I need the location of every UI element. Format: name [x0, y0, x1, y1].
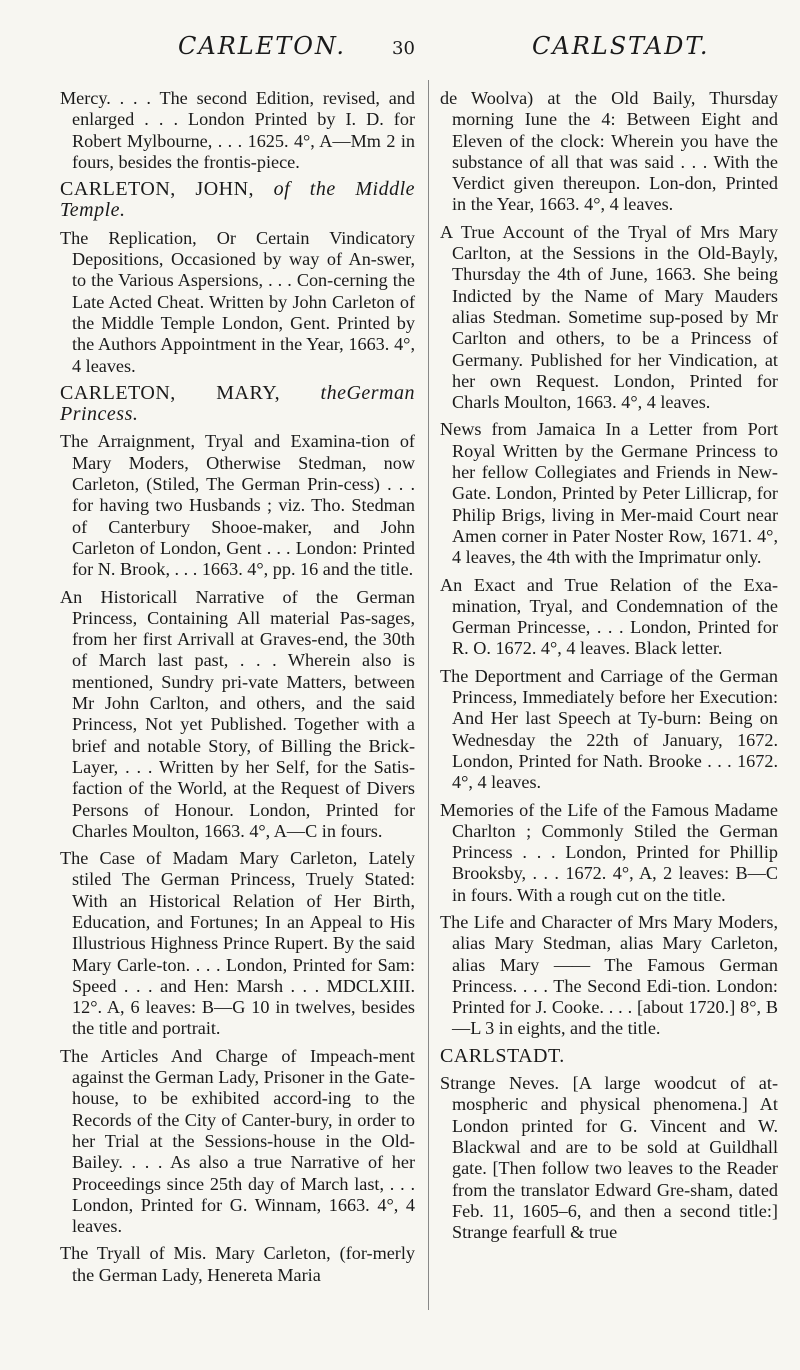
- heading-name: CARLETON, JOHN,: [60, 178, 255, 201]
- bibliography-entry: An Historicall Narrative of the German Princess, Containing All material Pas-sages, from her first Arrivall at Graves-end, the 30th of March last past, . . . Wherein also is mentioned, Sundry pri-vate Matters, between Mr John Carlton, and others, and the said Princess, Not yet Published. Together with a brief and notable Story, of Billing the Brick-Layer, . . . Written by her Self, for the Satis-faction of the World, at the Request of Divers Persons of Honour. London, Printed for Charles Moulton, 1663. 4°, A—C in fours.: [60, 586, 415, 841]
- heading-role: theGerman Princess.: [60, 381, 415, 426]
- bibliography-entry: An Exact and True Relation of the Exa-mination, Tryal, and Condemnation of the German Princesse, . . . London, Printed for R. O. 1672. 4°, 4 leaves. Black letter.: [440, 574, 778, 659]
- bibliography-entry: News from Jamaica In a Letter from Port Royal Written by the Germane Princess to her fellow Collegiates and Friends in New-Gate. London, Printed by Peter Lillicrap, for Philip Brigs, living in Mer-maid Court near Amen corner in Pater Noster Row, 1671. 4°, 4 leaves, the 4th with the Imprimatur only.: [440, 419, 778, 568]
- bibliography-entry: The Deportment and Carriage of the German Princess, Immediately before her Execution: And Her last Speech at Ty-burn: Being on Wednesday the 22th of January, 1672. London, Printed for Nath. Brooke . . . 1672. 4°, 4 leaves.: [440, 665, 778, 793]
- heading-name: CARLETON, MARY,: [60, 381, 281, 404]
- bibliography-entry: The Tryall of Mis. Mary Carleton, (for-merly the German Lady, Henereta Maria: [60, 1243, 415, 1285]
- bibliography-entry: Mercy. . . . The second Edition, revised, and enlarged . . . London Printed by I. D. for Robert Mylbourne, . . . 1625. 4°, A—Mm 2 in fours, besides the frontis-piece.: [60, 88, 415, 172]
- bibliography-entry: The Life and Character of Mrs Mary Moders, alias Mary Stedman, alias Mary Carleton, alias Mary —— The Famous German Princess. . . . The Second Edi-tion. London: Printed for J. Cooke. . . . [about 1720.] 8°, B—L 3 in eights, and the title.: [440, 911, 778, 1039]
- bibliography-heading: [60, 179, 415, 222]
- bibliography-entry: Strange Neves. [A large woodcut of at-mospheric and physical phenomena.] At London printed for G. Vincent and W. Blackwal and are to be sold at Guildhall gate. [Then follow two leaves to the Reader from the translator Edward Gre-sham, dated Feb. 11, 1605–6, and then a second title:] Strange fearfull & true: [440, 1073, 778, 1243]
- page-header: [0, 32, 800, 72]
- bibliography-entry: de Woolva) at the Old Baily, Thursday morning Iune the 4: Between Eight and Eleven of the clock: Wherein you have the substance of all that was said . . . With the Verdict given thereupon. Lon-don, Printed in the Year, 1663. 4°, 4 leaves.: [440, 88, 778, 215]
- bibliography-entry: The Replication, Or Certain Vindicatory Depositions, Occasioned by way of An-swer, to the Various Aspersions, . . . Con-cerning the Late Acted Cheat. Written by John Carleton of the Middle Temple London, Gent. Printed by the Authors Appointment in the Year, 1663. 4°, 4 leaves.: [60, 227, 415, 376]
- running-head-left: CARLETON.: [178, 32, 346, 60]
- running-head-right: CARLSTADT.: [532, 32, 710, 60]
- right-column: [440, 88, 778, 1249]
- bibliography-heading: [440, 1046, 778, 1067]
- heading-role: of the Middle Temple.: [60, 178, 415, 222]
- column-divider: [428, 80, 429, 1310]
- heading-name: CARLSTADT.: [440, 1044, 565, 1067]
- left-column: [60, 88, 415, 1292]
- bibliography-heading: [60, 383, 415, 426]
- bibliography-entry: The Case of Madam Mary Carleton, Lately stiled The German Princess, Truely Stated: With an Historical Relation of Her Birth, Education, and Fortunes; In an Appeal to His Illustrious Highness Prince Rupert. By the said Mary Carle-ton. . . . London, Printed for Sam: Speed . . . and Hen: Marsh . . . MDCLXIII. 12°. A, 6 leaves: B—G 10 in twelves, besides the title and portrait.: [60, 848, 415, 1039]
- bibliography-entry: Memories of the Life of the Famous Madame Charlton ; Commonly Stiled the German Princess . . . London, Printed for Phillip Brooksby, . . . 1672. 4°, A, 2 leaves: B—C in fours. With a rough cut on the title.: [440, 799, 778, 905]
- bibliography-entry: The Arraignment, Tryal and Examina-tion of Mary Moders, Otherwise Stedman, now Carleton, (Stiled, The German Prin-cess) . . . for having two Husbands ; viz. Tho. Stedman of Canterbury Shooe-maker, and John Carleton of London, Gent . . . London: Printed for N. Brook, . . . 1663. 4°, pp. 16 and the title.: [60, 431, 415, 580]
- bibliography-entry: A True Account of the Tryal of Mrs Mary Carlton, at the Sessions in the Old-Bayly, Thursday the 4th of June, 1663. She being Indicted by the Name of Mary Mauders alias Stedman. Sometime sup-posed by Mr Carlton and others, to be a Princess of Germany. Published for her Vindication, at her own Request. London, Printed for Charls Moulton, 1663. 4°, 4 leaves.: [440, 221, 778, 413]
- page-number: 30: [392, 38, 415, 59]
- bibliography-entry: The Articles And Charge of Impeach-ment against the German Lady, Prisoner in the Gate-house, to be exhibited accord-ing to the Records of the City of Canter-bury, in order to her Trial at the Sessions-house in the Old-Bailey. . . . As also a true Narrative of her Proceedings since 25th day of March last, . . . London, Printed for G. Winnam, 1663. 4°, 4 leaves.: [60, 1045, 415, 1237]
